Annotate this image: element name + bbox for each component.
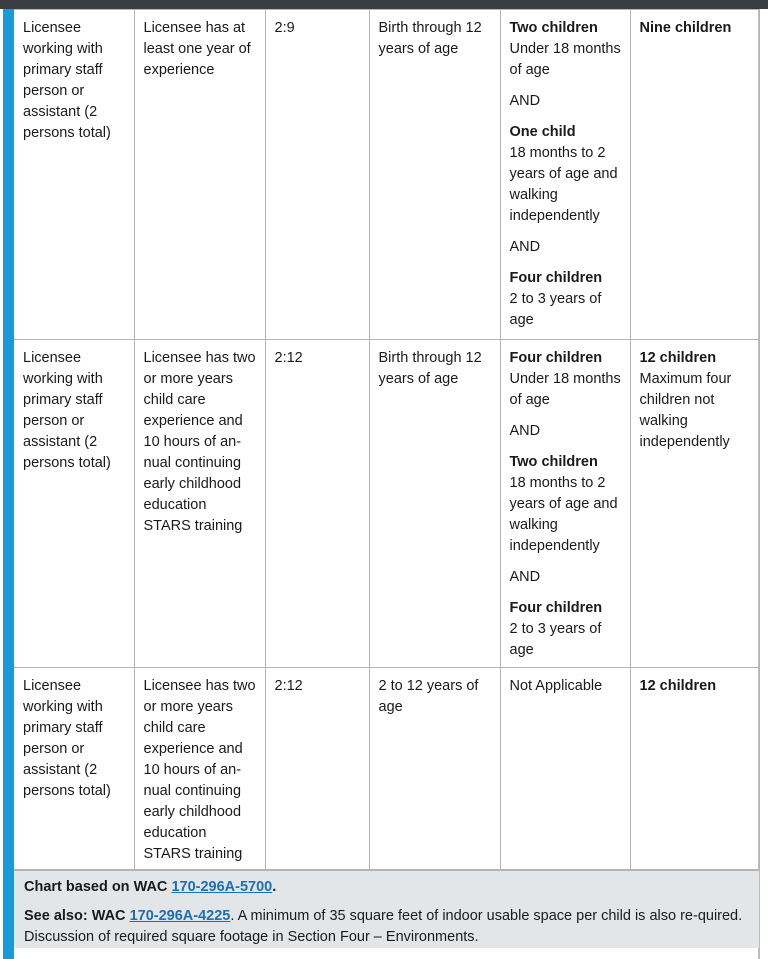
wac-5700-link[interactable]: 170-296A-5700 [171, 879, 273, 895]
group-head: Four children [509, 350, 603, 366]
staffing-cell: Licensee working with primary staff person or assistant (2 persons total) [14, 340, 134, 668]
age-groups-cell: Not Applicable [500, 668, 630, 870]
chart-footnote [14, 870, 759, 948]
capacity-cell [630, 10, 759, 340]
group-head: Four children [509, 600, 603, 616]
ratio-cell: 2:9 [265, 10, 369, 340]
top-bar [0, 0, 768, 9]
experience-cell: Licensee has two or more years child care experience and 10 hours of an-nual continuing early childhood education STARS training [134, 668, 265, 870]
ages-cell: Birth through 12 years of age [369, 340, 500, 668]
ratio-cell: 2:12 [265, 668, 369, 870]
and-separator: AND [509, 93, 541, 109]
group-head: Two children [509, 20, 598, 36]
experience-cell: Licensee has two or more years child care experience and 10 hours of an-nual continuing early childhood education STARS training [134, 340, 265, 668]
experience-cell: Licensee has at least one year of experience [134, 10, 265, 340]
see-also-note: See also: WAC 170-296A-4225. A minimum of 35 square feet of indoor usable space per child is also re-quired. Discussion of required square footage in Section Four – Environments. [24, 908, 743, 945]
staff-ratio-table [14, 9, 760, 870]
staffing-cell: Licensee working with primary staff person or assistant (2 persons total) [14, 10, 134, 340]
and-separator: AND [509, 423, 541, 439]
ratio-chart [14, 9, 759, 948]
group-body: Under 18 months of age [509, 41, 621, 78]
group-body: 18 months to 2 years of age and walking independently [509, 145, 618, 224]
group-body: 2 to 3 years of age [509, 291, 602, 328]
age-groups-cell [500, 10, 630, 340]
group-body: 18 months to 2 years of age and walking independently [509, 475, 618, 554]
wac-4225-link[interactable]: 170-296A-4225 [129, 908, 231, 924]
table-row [14, 10, 759, 340]
group-body: Under 18 months of age [509, 371, 621, 408]
capacity-cell [630, 340, 759, 668]
group-head: Four children [509, 270, 603, 286]
accent-bar [3, 9, 14, 959]
ages-cell: Birth through 12 years of age [369, 10, 500, 340]
and-separator: AND [509, 239, 541, 255]
group-body: 2 to 3 years of age [509, 621, 602, 658]
capacity-head: Nine children [639, 20, 732, 36]
capacity-cell [630, 668, 759, 870]
ratio-cell: 2:12 [265, 340, 369, 668]
group-head: One child [509, 124, 576, 140]
group-head: Two children [509, 454, 598, 470]
ages-cell: 2 to 12 years of age [369, 668, 500, 870]
age-groups-cell [500, 340, 630, 668]
table-row [14, 668, 759, 870]
capacity-body: Maximum four children not walking independently [639, 371, 732, 450]
capacity-head: 12 children [639, 350, 717, 366]
table-row [14, 340, 759, 668]
capacity-head: 12 children [639, 678, 717, 694]
chart-source-note: Chart based on WAC 170-296A-5700. [24, 879, 277, 895]
staffing-cell: Licensee working with primary staff person or assistant (2 persons total) [14, 668, 134, 870]
and-separator: AND [509, 569, 541, 585]
